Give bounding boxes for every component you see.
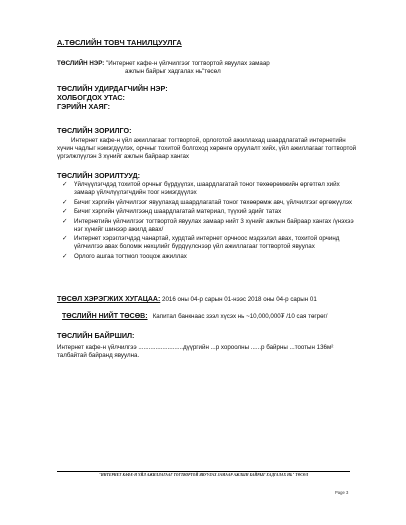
section-heading: А.ТӨСЛИЙН ТОВЧ ТАНИЛЦУУЛГА [57,38,182,47]
checkmark-icon: ✓ [62,217,68,225]
objective-item: ✓ Үйлчүүлэгчдэд тохитой орчныг бүрдүүлэх, шаардлагатай тоног төхөөрөмжийн өргөтгөл хийх замаар үйлчлүүлэгчдийн тоог нэмэгдүүлэх [62,181,340,196]
footer-divider [57,471,350,472]
duration-field [57,296,317,304]
project-name-field [57,60,357,76]
checkmark-icon: ✓ [62,208,68,215]
objectives-list [62,181,362,262]
page-number: Page 3 [335,490,349,495]
project-name-value-line1: "Интернет кафе-н үйлчилгээг тогтвортой явуулах замаар [106,60,270,67]
location-text: Интернет кафе-н үйлчилгээ ..........................дүүргийн ...р хороолны ......р байрны ...тоотын 136м² талбайтай байранд явуулна. [57,344,334,359]
project-name-value-line2: ажлын байрыг хадгалах нь"төсөл [125,68,221,75]
footer-text: "ИНТЕРНЕТ КАФЕ-Н ҮЙЛ АЖИЛЛАГААГ ТОГТВОРТОЙ ЯВУУЛАХ ЗАМААР АЖЛЫН БАЙРЫГ ХАДГАЛАХ НЬ" ТӨСӨЛ [98,473,309,477]
director-label: ТӨСЛИЙН УДИРДАГЧИЙН НЭР: [57,84,168,93]
cost-label: ТӨСЛИЙН НИЙТ ТӨСӨВ: [62,313,148,320]
contact-label: ХОЛБОГДОХ УТАС: [57,93,125,102]
cost-field [62,313,328,321]
objective-item: ✓ Бичиг хэргийн үйлчилгээг явуулахад шаардлагатай тоног төхөөрөмж авч, үйлчилгээг өргөжүүлэх [62,198,353,206]
checkmark-icon: ✓ [62,235,68,242]
objective-item: ✓ Интернет хэрэглэгчдэд чанартай, хурдтай интернет орчноос мэдээлэл авах, тохитой орчинд үйлчилгээ авах боломж нөхцлийг бүрдүүлснээр үйл ажиллагааг тогтвортой явуулах [62,235,340,250]
address-label: ГЭРИЙН ХАЯГ: [57,102,111,111]
goal-text: Интернет кафе-н үйл ажиллагааг тогтвортой, орлоготой ажиллахад шаардлагатай интернетийн хүчин чадлыг нэмэгдүүлэх, орчныг тохитой болгоход хөрөнгө оруулалт хийх, үйл ажиллагааг тогтвортой үргэлжлүүлэн 3 хүнийг ажлын байраар хангах [57,137,357,160]
checkmark-icon: ✓ [62,252,68,260]
duration-label: ТӨСӨЛ ХЭРЭГЖИХ ХУГАЦАА: [57,296,161,303]
checkmark-icon: ✓ [62,181,68,188]
location-heading: ТӨСЛИЙН БАЙРШИЛ: [57,331,135,340]
objectives-heading: ТӨСЛИЙН ЗОРИЛТУУД: [57,171,141,180]
objective-item: ✓ Бичиг хэргийн үйлчилгээнд шаардлагатай материал, түүхий эдийг татах [62,208,282,215]
goal-heading: ТӨСЛИЙН ЗОРИЛГО: [57,126,132,135]
objective-item: ✓ Орлого ашгаа тогтмол тооцож ажиллах [62,252,187,260]
checkmark-icon: ✓ [62,198,68,206]
cost-value: Капитал банкнаас зээл хүсэх нь ~10,000,000₮ /10 сая төгрөг/ [152,313,328,320]
duration-value: 2016 оны 04-р сарын 01-нээс 2018 оны 04-р сарын 01 [162,296,317,303]
project-name-label: ТӨСЛИЙН НЭР: [57,60,105,67]
objective-item: ✓ Интернетийн үйлчилгээг тогтвортой явуулах замаар нийт 3 хүнийг ажлын байраар хангах /үнэхээ нэг хүнийг шинээр ажилд авах/ [62,217,354,233]
